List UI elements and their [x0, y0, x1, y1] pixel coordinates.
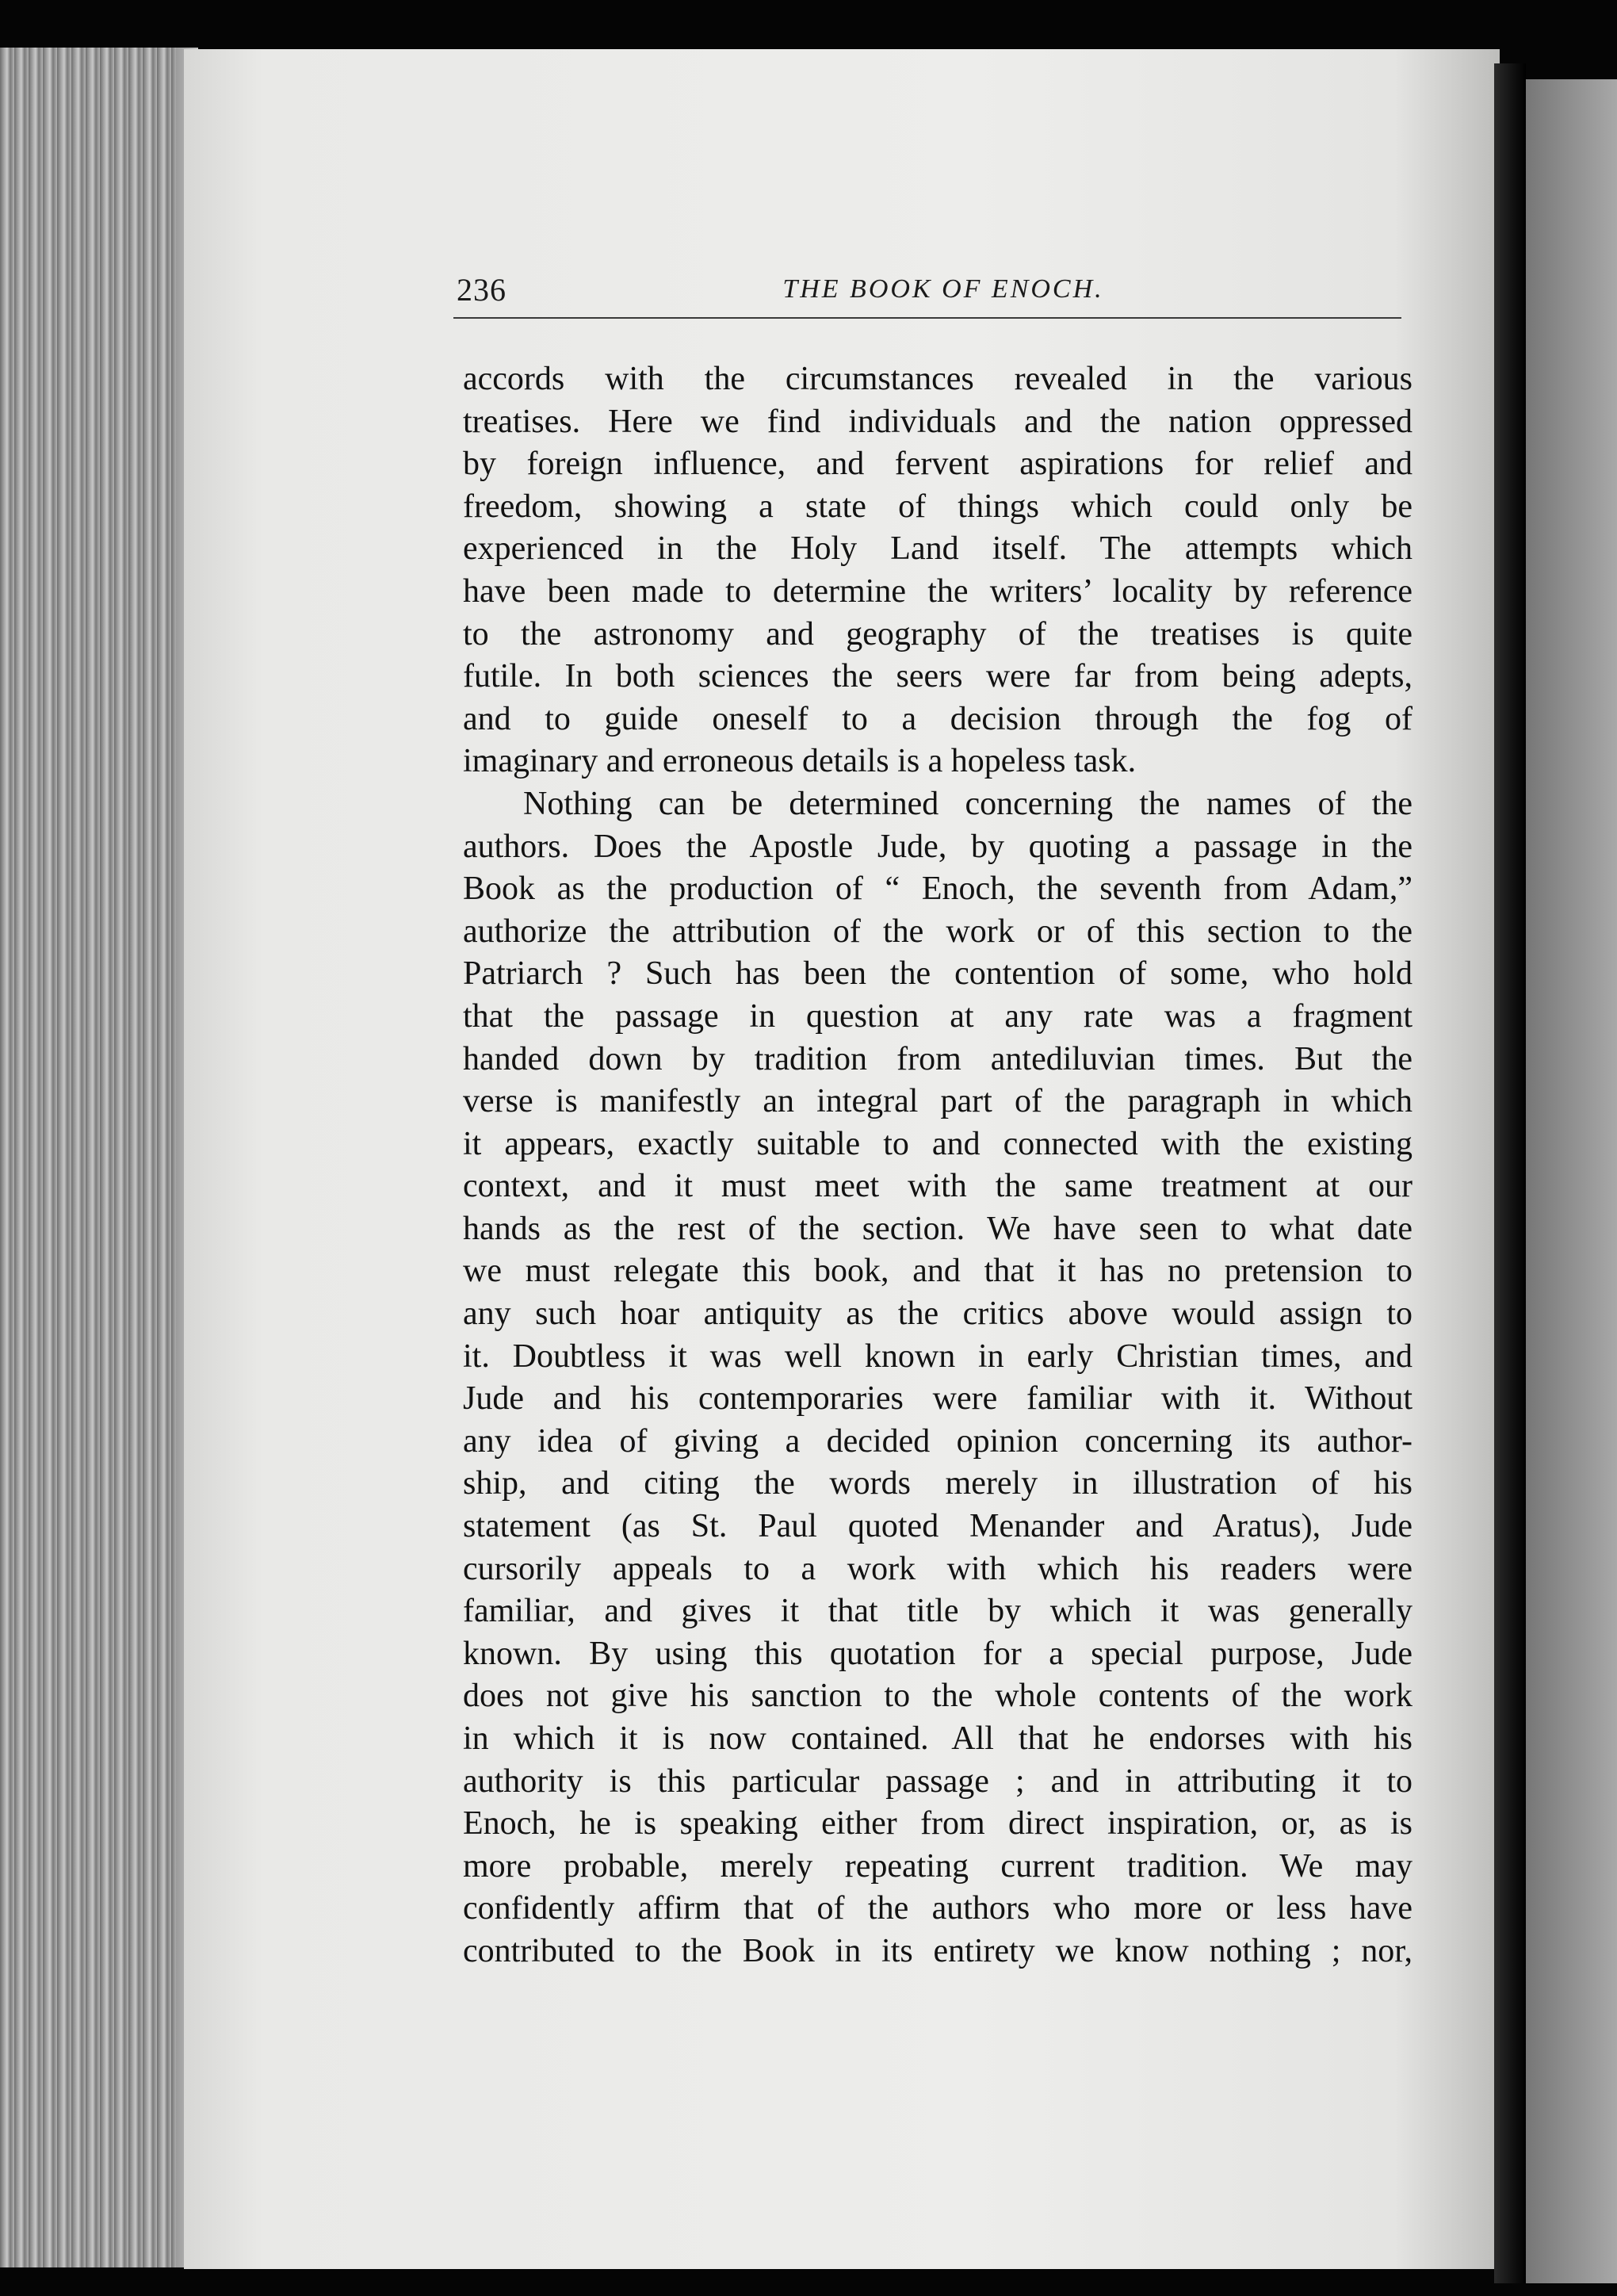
- text-line: Book as the production of “ Enoch, the seventh from Adam,”: [463, 871, 1412, 908]
- text-line: cursorily appeals to a work with which his readers were: [463, 1550, 1412, 1587]
- text-line: hands as the rest of the section. We have seen to what date: [463, 1210, 1412, 1247]
- text-line: familiar, and gives it that title by which it was generally: [463, 1593, 1412, 1630]
- text-line: it appears, exactly suitable to and connected with the existing: [463, 1125, 1412, 1162]
- text-line: freedom, showing a state of things which could only be: [463, 488, 1412, 525]
- text-line: experienced in the Holy Land itself. The attempts which: [463, 530, 1412, 568]
- text-line: Patriarch ? Such has been the contention of some, who hold: [463, 955, 1412, 993]
- text-line: known. By using this quotation for a special purpose, Jude: [463, 1635, 1412, 1672]
- text-line: it. Doubtless it was well known in early Christian times, and: [463, 1337, 1412, 1375]
- facing-page-edge: [1526, 79, 1617, 2283]
- text-line: any idea of giving a decided opinion concerning its author-: [463, 1422, 1412, 1460]
- text-line: verse is manifestly an integral part of the paragraph in which: [463, 1083, 1412, 1120]
- text-line: contributed to the Book in its entirety we know nothing ; nor,: [463, 1932, 1412, 1969]
- text-line: any such hoar antiquity as the critics above would assign to: [463, 1295, 1412, 1333]
- text-line: does not give his sanction to the whole contents of the work: [463, 1678, 1412, 1715]
- text-line: ship, and citing the words merely in illustration of his: [463, 1465, 1412, 1502]
- text-line: authorize the attribution of the work or of this section to the: [463, 913, 1412, 950]
- text-line: that the passage in question at any rate was a fragment: [463, 997, 1412, 1035]
- text-line: Enoch, he is speaking either from direct inspiration, or, as is: [463, 1805, 1412, 1843]
- text-line: authors. Does the Apostle Jude, by quoting a passage in the: [463, 828, 1412, 865]
- text-line: statement (as St. Paul quoted Menander and Aratus), Jude: [463, 1508, 1412, 1545]
- text-line: confidently affirm that of the authors who more or less have: [463, 1890, 1412, 1927]
- text-line: we must relegate this book, and that it has no pretension to: [463, 1253, 1412, 1290]
- page-edges: [0, 48, 198, 2267]
- page-number: 236: [457, 272, 507, 308]
- text-line: and to guide oneself to a decision through the fog of: [463, 700, 1412, 737]
- text-line: in which it is now contained. All that he endorses with his: [463, 1720, 1412, 1757]
- text-line: accords with the circumstances revealed in the various: [463, 361, 1412, 397]
- text-line: Jude and his contemporaries were familiar with it. Without: [463, 1380, 1412, 1418]
- text-line: authority is this particular passage ; and in attributing it to: [463, 1762, 1412, 1800]
- body-text: [463, 358, 1412, 1973]
- running-head: [453, 271, 1401, 319]
- text-line: Nothing can be determined concerning the names of the: [523, 785, 1412, 822]
- text-line: more probable, merely repeating current tradition. We may: [463, 1847, 1412, 1885]
- text-line: by foreign influence, and fervent aspirations for relief and: [463, 446, 1412, 483]
- running-title: THE BOOK OF ENOCH.: [782, 274, 1104, 304]
- book-gutter: [1494, 63, 1526, 2283]
- text-line: treatises. Here we find individuals and the nation oppressed: [463, 403, 1412, 440]
- text-line: handed down by tradition from antediluvian times. But the: [463, 1040, 1412, 1077]
- text-line: imaginary and erroneous details is a hopeless task.: [463, 743, 1137, 780]
- text-line: context, and it must meet with the same treatment at our: [463, 1168, 1412, 1205]
- text-line: to the astronomy and geography of the treatises is quite: [463, 615, 1412, 652]
- text-line: have been made to determine the writers’ locality by reference: [463, 572, 1412, 610]
- text-line: futile. In both sciences the seers were far from being adepts,: [463, 658, 1412, 695]
